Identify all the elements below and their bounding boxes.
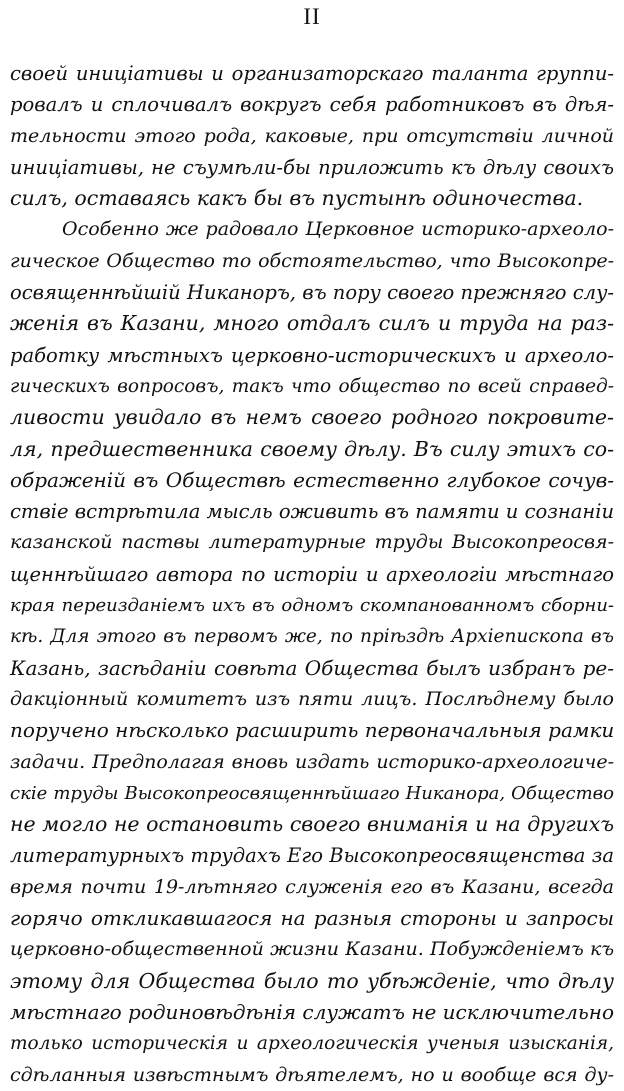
text-line: Особенно же радовало Церковное историко-археоло- xyxy=(62,218,614,241)
text-line: щеннѣйшаго автора по исторіи и археологіи мѣстнаго xyxy=(10,562,614,586)
text-line: не могло не остановить своего вниманія и на другихъ xyxy=(10,812,614,837)
text-line: казанской паствы литературные труды Высокопреосвя- xyxy=(10,531,614,554)
text-line: ля, предшественника своему дѣлу. Въ силу этихъ со- xyxy=(10,436,614,461)
text-line: освященнѣйшій Никаноръ, въ пору своего прежняго слу- xyxy=(10,281,614,305)
text-line: ображеній въ Обществѣ естественно глубокое сочув- xyxy=(10,467,614,492)
text-line: Казань, засѣданіи совѣта Общества былъ избранъ ре- xyxy=(10,655,614,680)
body-text xyxy=(10,58,614,1091)
text-line: задачи. Предполагая вновь издать историко-археологиче- xyxy=(10,750,614,773)
text-line: литературныхъ трудахъ Его Высокопреосвященства за xyxy=(10,844,614,868)
text-line: только историческія и археологическія ученыя изысканія, xyxy=(10,1033,614,1055)
text-line: тельности этого рода, каковые, при отсутствіи личной xyxy=(10,124,614,147)
text-line: дакціонный комитетъ изъ пяти лицъ. Послѣднему было xyxy=(10,687,614,710)
text-line: церковно-общественной жизни Казани. Побужденіемъ къ xyxy=(10,938,614,961)
text-line: кѣ. Для этого въ первомъ же, по пріѣздѣ Архіепископа въ xyxy=(10,626,614,648)
text-line: силъ, оставаясь какъ бы въ пустынѣ одиночества. xyxy=(10,186,584,211)
text-line: гическое Общество то обстоятельство, что Высокопре- xyxy=(10,249,614,272)
text-line: гическихъ вопросовъ, такъ что общество по всей справед- xyxy=(10,375,614,397)
text-line: поручено нѣсколько расширить первоначальныя рамки xyxy=(10,718,615,743)
text-line: работку мѣстныхъ церковно-историческихъ и археоло- xyxy=(10,343,614,367)
text-line: своей иниціативы и организаторскаго таланта группи- xyxy=(10,62,614,85)
text-line: ливости увидало въ немъ своего родного покровите- xyxy=(10,405,614,430)
text-line: этому для Общества было то убѣжденіе, что дѣлу xyxy=(10,968,614,993)
text-line: сдѣланныя извѣстнымъ дѣятелемъ, но и вообще вся ду- xyxy=(10,1063,614,1086)
text-line: время почти 19-лѣтняго служенія его въ Казани, всегда xyxy=(10,875,614,898)
text-line: края переизданіемъ ихъ въ одномъ скомпанованномъ сборни- xyxy=(10,595,614,617)
text-line: ровалъ и сплочивалъ вокругъ себя работниковъ въ дѣя- xyxy=(10,93,614,117)
page-number: II xyxy=(303,4,321,29)
text-line: иниціативы, не съумѣли-бы приложить къ дѣлу своихъ xyxy=(10,155,614,179)
text-line: скіе труды Высокопреосвященнѣйшаго Никанора, Общество xyxy=(10,782,614,804)
text-line: ствіе встрѣтила мысль оживить въ памяти и сознаніи xyxy=(10,500,614,524)
text-line: мѣстнаго родиновѣдѣнія служатъ не исключительно xyxy=(10,999,614,1024)
text-line: женія въ Казани, много отдалъ силъ и труда на раз- xyxy=(10,311,614,336)
text-line: горячо откликавшагося на разныя стороны и запросы xyxy=(10,906,614,931)
